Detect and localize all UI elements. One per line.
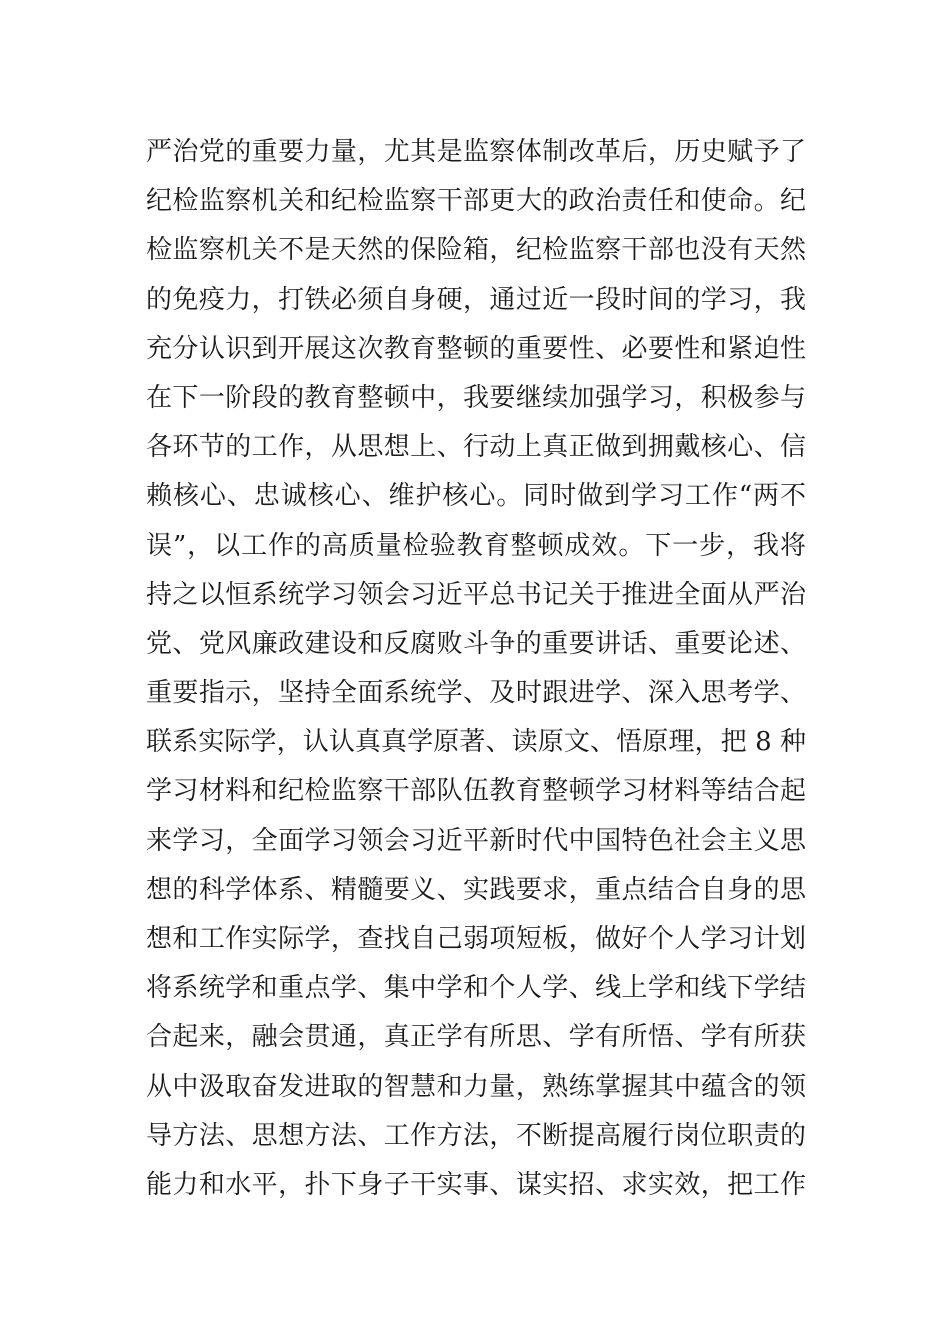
text-line-16: 想的科学体系、精髓要义、实践要求，重点结合自身的思 [146,874,806,905]
text-line-3: 检监察机关不是天然的保险箱，纪检监察干部也没有天然 [146,235,806,266]
text-line-6: 在下一阶段的教育整顿中，我要继续加强学习，积极参与 [146,382,806,413]
text-line-13: 联系实际学，认认真真学原著、读原文、悟原理，把 8 种 [146,727,806,758]
text-line-4: 的免疫力，打铁必须自身硬，通过近一段时间的学习，我 [146,284,806,315]
text-line-17: 想和工作实际学，查找自己弱项短板，做好个人学习计划 [146,924,806,954]
text-line-15: 来学习，全面学习领会习近平新时代中国特色社会主义思 [146,825,806,856]
text-line-2: 纪检监察机关和纪检监察干部更大的政治责任和使命。纪 [146,186,806,217]
text-line-18: 将系统学和重点学、集中学和个人学、线上学和线下学结 [146,973,806,1004]
text-line-20: 从中汲取奋发进取的智慧和力量，熟练掌握其中蕴含的领 [146,1071,806,1102]
text-line-10: 持之以恒系统学习领会习近平总书记关于推进全面从严治 [146,579,806,610]
text-line-8: 赖核心、忠诚核心、维护核心。同时做到学习工作“两不 [146,481,806,512]
text-line-14: 学习材料和纪检监察干部队伍教育整顿学习材料等结合起 [146,776,806,807]
text-line-21: 导方法、思想方法、工作方法，不断提高履行岗位职责的 [146,1120,806,1151]
text-line-12: 重要指示，坚持全面系统学、及时跟进学、深入思考学、 [146,678,806,709]
text-line-7: 各环节的工作，从思想上、行动上真正做到拥戴核心、信 [146,432,806,463]
text-line-5: 充分认识到开展这次教育整顿的重要性、必要性和紧迫性 [146,333,806,364]
text-line-1: 严治党的重要力量，尤其是监察体制改革后，历史赋予了 [146,137,806,167]
text-line-11: 党、党风廉政建设和反腐败斗争的重要讲话、重要论述、 [146,628,806,659]
text-line-22: 能力和水平，扑下身子干实事、谋实招、求实效，把工作 [146,1169,806,1200]
body-paragraph [146,128,806,1210]
text-line-19: 合起来，融会贯通，真正学有所思、学有所悟、学有所获 [146,1022,806,1053]
text-line-9: 误”，以工作的高质量检验教育整顿成效。下一步，我将 [146,530,806,561]
